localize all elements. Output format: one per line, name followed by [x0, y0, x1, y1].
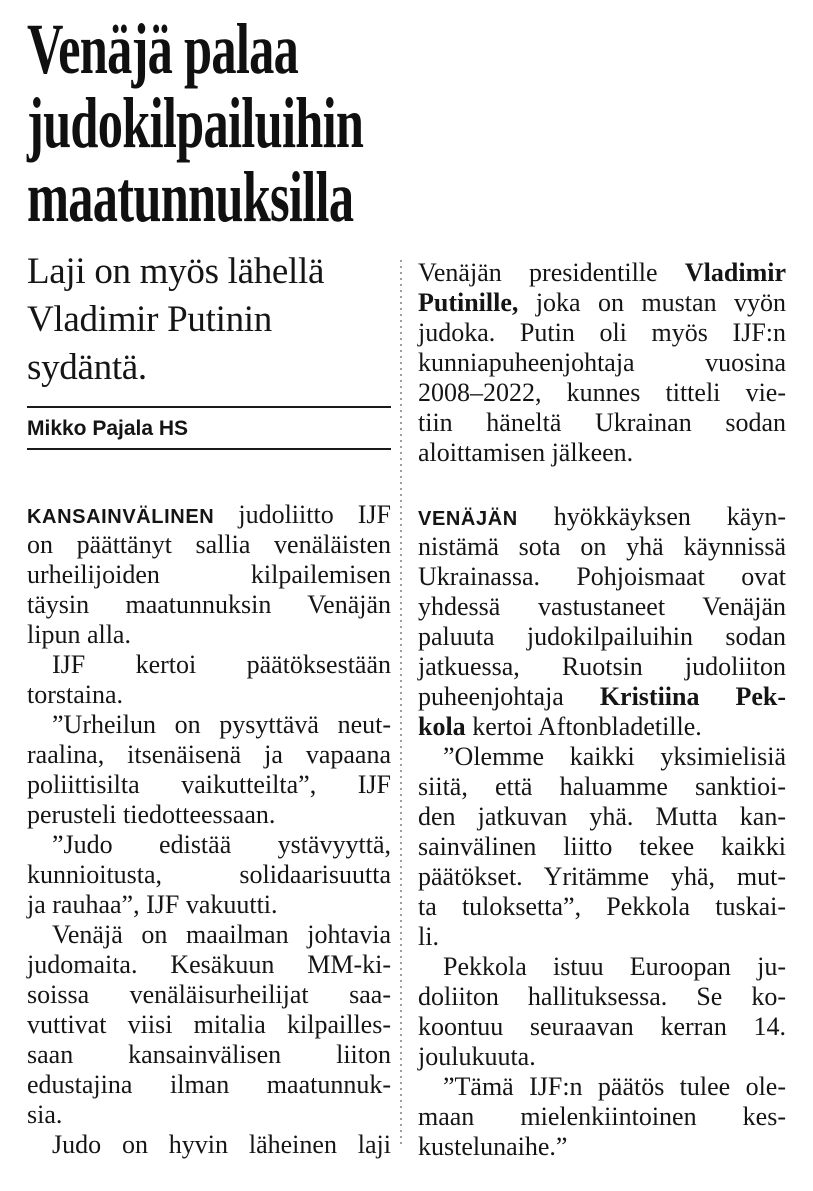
body-line [27, 1010, 391, 1040]
body-line [27, 740, 391, 770]
body-line [418, 922, 786, 952]
headline-line: judokilpailuihin [27, 83, 364, 163]
body-line [418, 502, 786, 532]
body-line [418, 862, 786, 892]
article-column-right [418, 248, 786, 1162]
body-line [418, 652, 786, 682]
text-segment: tiin häneltä Ukrainan sodan [418, 408, 786, 437]
body-line [418, 532, 786, 562]
paragraph [418, 1072, 786, 1162]
body-line [418, 438, 786, 468]
text-segment: päätökset. Yritämme yhä, mut- [418, 862, 786, 891]
body-line [27, 650, 391, 680]
text-segment: Judo on hyvin läheinen laji [52, 1130, 391, 1159]
text-segment: siitä, että haluamme sanktioi- [418, 772, 786, 801]
article-column-left [27, 248, 391, 1160]
text-segment: ”Urheilun on pysyttävä neut- [52, 710, 391, 739]
body-line [27, 950, 391, 980]
paragraph [27, 920, 391, 1130]
body-line [418, 592, 786, 622]
text-segment: raalina, itsenäisenä ja vapaana [27, 740, 391, 769]
body-line [27, 890, 391, 920]
bold-name: Putinille, [418, 288, 519, 317]
text-segment: aloittamisen jälkeen. [418, 438, 634, 467]
text-segment: Venäjä on maailman johtavia [52, 920, 391, 949]
text-segment: soissa venäläisurheilijat saa- [27, 980, 391, 1009]
paragraph [27, 650, 391, 710]
text-segment: jatkuessa, Ruotsin judoliiton [418, 652, 786, 681]
bold-name: Vladimir [684, 258, 786, 287]
body-line [27, 710, 391, 740]
text-segment: ”Judo edistää ystävyyttä, [52, 830, 391, 859]
text-segment: perusteli tiedotteessaan. [27, 800, 276, 829]
body-line [27, 800, 391, 830]
text-segment: täysin maatunnuksin Venäjän [27, 590, 391, 619]
standfirst-line: sydäntä. [27, 347, 147, 388]
body-line [418, 258, 786, 288]
text-segment: poliittisilta vaikutteilta”, IJF [27, 770, 391, 799]
column-divider-dotted-rule [400, 260, 402, 1145]
body-line [418, 348, 786, 378]
text-segment: nistämä sota on yhä käynnissä [418, 532, 786, 561]
text-segment: paluuta judokilpailuihin sodan [418, 622, 786, 651]
body-line [27, 1040, 391, 1070]
body-line [418, 772, 786, 802]
body-line [27, 560, 391, 590]
body-line [27, 1130, 391, 1160]
body-line [27, 530, 391, 560]
text-segment: torstaina. [27, 680, 124, 709]
body-line [418, 1042, 786, 1072]
body-line [418, 742, 786, 772]
text-segment: ta tuloksetta”, Pekkola tuskai- [418, 892, 786, 921]
text-segment: judoliitto IJF [214, 500, 391, 529]
section-lead-word: KANSAINVÄLINEN [27, 506, 215, 528]
text-segment: den jatkuvan yhä. Mutta kan- [418, 802, 786, 831]
text-segment: saan kansainvälisen liiton [27, 1040, 391, 1069]
body-line [418, 682, 786, 712]
text-segment: kustelunaihe.” [418, 1132, 568, 1161]
paragraph [418, 742, 786, 952]
text-segment: ”Tämä IJF:n päätös tulee ole- [443, 1072, 786, 1101]
text-segment: yhdessä vastustaneet Venäjän [418, 592, 786, 621]
text-segment: judoka. Putin oli myös IJF:n [418, 318, 786, 347]
headline-line: Venäjä palaa [27, 9, 299, 89]
body-line [418, 408, 786, 438]
body-line [418, 952, 786, 982]
paragraph [27, 830, 391, 920]
body-line [418, 622, 786, 652]
body-line [27, 1100, 391, 1130]
text-segment: vuttivat viisi mitalia kilpailles- [27, 1010, 391, 1039]
body-line [418, 982, 786, 1012]
headline-line: maatunnuksilla [27, 157, 354, 237]
text-segment: ja rauhaa”, IJF vakuutti. [27, 890, 278, 919]
text-segment: hyökkäyksen käyn- [517, 502, 786, 531]
body-line [418, 378, 786, 408]
body-line [418, 1012, 786, 1042]
text-segment: ”Olemme kaikki yksimielisiä [443, 742, 786, 771]
body-line [27, 1070, 391, 1100]
text-segment: puheenjohtaja [418, 682, 600, 711]
text-segment: koontuu seuraavan kerran 14. [418, 1012, 786, 1041]
body-line [418, 562, 786, 592]
text-segment: kunnioitusta, solidaarisuutta [27, 860, 391, 889]
body-line [418, 712, 786, 742]
text-segment: judomaita. Kesäkuun MM-ki- [27, 950, 391, 979]
text-segment: lipun alla. [27, 620, 131, 649]
standfirst-line: Vladimir Putinin [27, 299, 272, 340]
standfirst [27, 248, 391, 392]
paragraph [418, 952, 786, 1072]
body-line [27, 980, 391, 1010]
body-line [418, 892, 786, 922]
body-line [27, 920, 391, 950]
body-line [418, 1132, 786, 1162]
text-segment: kertoi Aftonbladetille. [465, 712, 702, 741]
body-text-left [27, 500, 391, 1160]
paragraph [27, 710, 391, 830]
text-segment: edustajina ilman maatunnuk- [27, 1070, 391, 1099]
byline: Mikko Pajala HS [27, 417, 189, 440]
body-line [27, 500, 391, 530]
text-segment: joulukuuta. [418, 1042, 536, 1071]
body-line [27, 680, 391, 710]
body-line [27, 590, 391, 620]
body-line [27, 830, 391, 860]
text-segment: Venäjän presidentille [418, 258, 685, 287]
text-segment: IJF kertoi päätöksestään [52, 650, 391, 679]
bold-name: Kristiina Pek- [599, 682, 786, 711]
text-segment: Ukrainassa. Pohjoismaat ovat [418, 562, 786, 591]
body-line [418, 1072, 786, 1102]
text-segment: doliiton hallituksessa. Se ko- [418, 982, 786, 1011]
body-line [418, 1102, 786, 1132]
text-segment: kunniapuheenjohtaja vuosina [418, 348, 786, 377]
text-segment: sainvälinen liitto tekee kaikki [418, 832, 786, 861]
bold-name: kola [418, 712, 466, 741]
body-line [418, 832, 786, 862]
text-segment: joka on mustan vyön [518, 288, 786, 317]
standfirst-line: Laji on myös lähellä [27, 251, 325, 292]
headline [27, 9, 781, 237]
text-segment: urheilijoiden kilpailemisen [27, 560, 391, 589]
text-segment: 2008–2022, kunnes titteli vie- [418, 378, 786, 407]
text-segment: li. [418, 922, 439, 951]
body-line [27, 620, 391, 650]
byline-box [27, 406, 391, 450]
body-line [27, 860, 391, 890]
paragraph [418, 502, 786, 742]
body-line [27, 770, 391, 800]
text-segment: sia. [27, 1100, 63, 1129]
article-columns [27, 248, 786, 1162]
text-segment: maan mielenkiintoinen kes- [418, 1102, 786, 1131]
text-segment: on päättänyt sallia venäläisten [27, 530, 391, 559]
text-segment: Pekkola istuu Euroopan ju- [443, 952, 786, 981]
paragraph [27, 500, 391, 650]
paragraph [418, 258, 786, 468]
section-lead-word: VENÄJÄN [418, 508, 518, 530]
body-line [418, 802, 786, 832]
paragraph [27, 1130, 391, 1160]
body-line [418, 318, 786, 348]
body-line [418, 288, 786, 318]
